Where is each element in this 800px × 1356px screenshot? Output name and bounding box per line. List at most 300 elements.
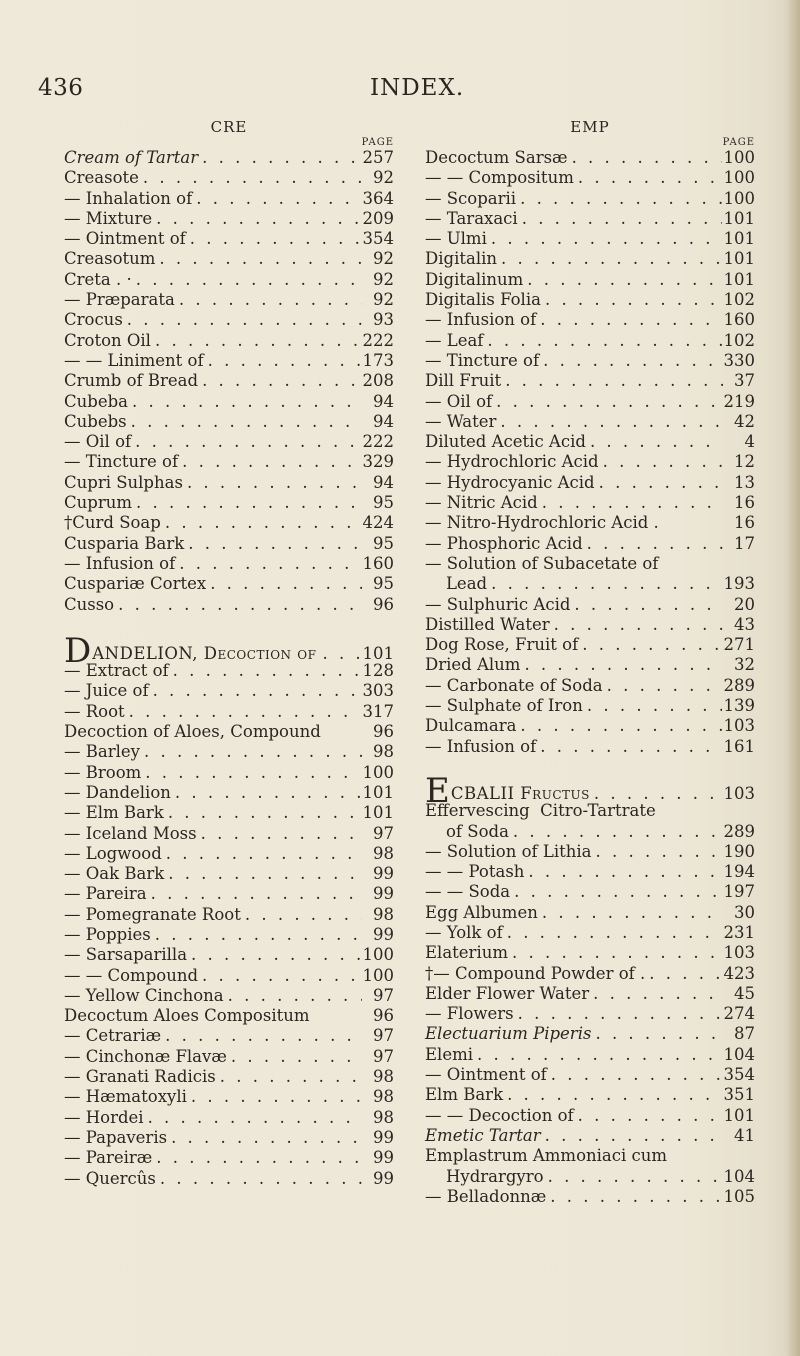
leader-dots: [156, 1169, 362, 1189]
index-entry: [64, 168, 394, 188]
entry-term: — Pomegranate Root: [64, 904, 241, 924]
entry-term: — Water: [425, 411, 497, 431]
entry-term: — Ointment of: [64, 229, 186, 249]
entry-term: Lead: [425, 574, 488, 594]
entry-term: — Hordei: [64, 1107, 144, 1127]
entry-page: 104: [723, 1044, 755, 1064]
entry-term: Creasotum: [64, 249, 156, 269]
leader-dots: [187, 1087, 362, 1107]
entry-page: 93: [373, 310, 394, 330]
index-entry: [425, 452, 755, 472]
entry-page: 103: [723, 783, 755, 803]
index-entry: [425, 635, 755, 655]
index-entry: [64, 864, 394, 884]
leader-dots: [216, 1067, 362, 1087]
leader-dots: [520, 655, 723, 675]
index-entry: [425, 392, 755, 412]
entry-term: Digitalin: [425, 249, 497, 269]
entry-page: 97: [373, 985, 394, 1005]
entry-term: Crocus: [64, 310, 123, 330]
index-entry: [425, 737, 755, 757]
leader-dots: [155, 249, 362, 269]
entry-page: 103: [723, 943, 755, 963]
section-gap: [64, 615, 394, 641]
leader-dots: [546, 1187, 721, 1207]
entry-term: of Soda: [425, 821, 509, 841]
section-gap: [425, 757, 755, 781]
leader-dots: [508, 943, 722, 963]
entry-term: — Oil of: [425, 391, 493, 411]
index-entry: [64, 452, 394, 472]
entry-term: Cubeba: [64, 391, 128, 411]
leader-dots: [187, 945, 360, 965]
entry-term: Cream of Tartar: [64, 148, 199, 167]
entry-term: — Yellow Cinchona: [64, 985, 224, 1005]
index-entry: [64, 986, 394, 1006]
index-entry: [425, 493, 755, 513]
index-entry: [64, 1128, 394, 1148]
entry-term: — Hydrocyanic Acid: [425, 472, 595, 492]
entry-term: — Ointment of: [425, 1065, 547, 1085]
entry-term: Elaterium: [425, 943, 508, 963]
leader-dots: [127, 412, 362, 432]
index-entry: [425, 1065, 755, 1085]
entry-page: 87: [734, 1024, 755, 1044]
entry-page: 103: [723, 716, 755, 736]
index-entry: [64, 824, 394, 844]
index-entry: [425, 1004, 755, 1024]
entry-page: 95: [373, 533, 394, 553]
entry-page: 100: [723, 188, 755, 208]
entry-page: 209: [362, 208, 394, 228]
entry-page: 102: [723, 330, 755, 350]
leader-dots: [568, 148, 722, 168]
entry-page: 271: [723, 635, 755, 655]
entry-page: 160: [723, 310, 755, 330]
entry-term: — Oak Bark: [64, 864, 165, 884]
leader-dots: [570, 595, 723, 615]
index-entry: [64, 722, 394, 742]
leader-dots: [541, 290, 722, 310]
index-entry: [64, 473, 394, 493]
entry-term: — Scoparii: [425, 188, 517, 208]
entry-page: 289: [723, 821, 755, 841]
index-entry: [64, 1108, 394, 1128]
leader-dots: [204, 351, 361, 371]
entry-page: 20: [734, 594, 755, 614]
entry-term: — Præparata: [64, 290, 175, 310]
entry-page: 102: [723, 290, 755, 310]
index-entry: [425, 1187, 755, 1207]
entry-term: — Broom: [64, 762, 142, 782]
leader-dots: [224, 986, 362, 1006]
index-entry: [425, 290, 755, 310]
entry-page: 98: [373, 904, 394, 924]
index-entry: [425, 822, 755, 842]
entry-page: 30: [734, 902, 755, 922]
entry-page: 222: [362, 330, 394, 350]
leader-dots: [518, 209, 722, 229]
entry-term: Cuprum: [64, 493, 132, 513]
entry-term: Hydrargyro: [425, 1166, 544, 1186]
entry-page: 13: [734, 472, 755, 492]
leader-dots: [152, 1148, 362, 1168]
entry-term: Egg Albumen: [425, 902, 538, 922]
entry-page: 98: [373, 1107, 394, 1127]
entry-term: Dog Rose, Fruit of: [425, 635, 579, 655]
entry-term: — Pareira: [64, 884, 147, 904]
entry-page: 197: [723, 882, 755, 902]
entry-page: 100: [362, 945, 394, 965]
index-entry: [64, 148, 394, 168]
leader-dots: [171, 783, 361, 803]
running-header: INDEX.: [370, 75, 465, 101]
index-entry: [425, 473, 755, 493]
index-entry: [64, 351, 394, 371]
leader-dots: [509, 822, 722, 842]
index-entry: [64, 595, 394, 615]
entry-page: 98: [373, 742, 394, 762]
leader-dots: [192, 189, 360, 209]
drop-capital-d: D: [64, 630, 92, 671]
entry-term: — Elm Bark: [64, 803, 164, 823]
leader-dots: [198, 148, 360, 168]
leader-dots: [523, 270, 721, 290]
entry-page: 16: [734, 493, 755, 513]
leader-dots: [128, 392, 362, 412]
index-entry: [425, 371, 755, 391]
index-entry: [425, 412, 755, 432]
entry-page: 100: [723, 168, 755, 188]
entry-page: 97: [373, 1026, 394, 1046]
entry-page: 424: [362, 513, 394, 533]
entry-term: — Hæmatoxyli: [64, 1087, 187, 1107]
index-entry: [64, 661, 394, 681]
left-entries-d: [64, 661, 394, 1189]
entry-term: — Quercûs: [64, 1168, 156, 1188]
entry-page: 351: [723, 1085, 755, 1105]
entry-term: — Belladonnæ: [425, 1186, 547, 1206]
index-entry: [425, 351, 755, 371]
index-entry: [64, 1148, 394, 1168]
leader-dots: [139, 168, 362, 188]
index-entry: [64, 310, 394, 330]
entry-term: — Flowers: [425, 1004, 514, 1024]
index-entry: [425, 209, 755, 229]
index-entry: [425, 984, 755, 1004]
index-entry: [425, 1126, 755, 1146]
index-entry: [425, 574, 755, 594]
entry-term: Elemi: [425, 1044, 474, 1064]
leader-dots: [487, 574, 721, 594]
entry-term: — Carbonate of Soda: [425, 675, 603, 695]
index-entry: [425, 1085, 755, 1105]
entry-page: 37: [734, 371, 755, 391]
entry-term: — Mixture: [64, 208, 153, 228]
entry-term: †— Compound Powder of .: [425, 963, 646, 983]
entry-term: — Juice of: [64, 681, 149, 701]
entry-term: — Cinchonæ Flavæ: [64, 1046, 227, 1066]
entry-page: 160: [362, 553, 394, 573]
entry-page: 92: [373, 249, 394, 269]
leader-dots: [599, 452, 723, 472]
index-entry: [64, 1087, 394, 1107]
index-entry: [64, 229, 394, 249]
leader-dots: [164, 803, 361, 823]
index-entry: [64, 249, 394, 269]
entry-page: 92: [373, 290, 394, 310]
entry-term: — Sarsaparilla: [64, 945, 188, 965]
entry-term: — Leaf: [425, 330, 484, 350]
entry-term: — Tincture of: [64, 452, 179, 472]
entry-page: 101: [723, 249, 755, 269]
entry-page: 42: [734, 411, 755, 431]
index-entry: [64, 763, 394, 783]
entry-term: Elm Bark: [425, 1085, 504, 1105]
entry-term: Decoctum Sarsæ: [425, 148, 568, 167]
entry-page: 94: [373, 411, 394, 431]
index-entry: [425, 1045, 755, 1065]
entry-term: ANDELION, Decoction of: [92, 643, 317, 663]
entry-term: Dried Alum: [425, 655, 521, 675]
leader-dots: [544, 1167, 722, 1187]
index-entry: [425, 676, 755, 696]
entry-term: — Iceland Moss: [64, 823, 197, 843]
entry-page: 100: [723, 148, 755, 167]
entry-page: 139: [723, 696, 755, 716]
index-entry: [64, 803, 394, 823]
leader-dots: [503, 923, 722, 943]
index-entry: [64, 331, 394, 351]
index-entry: [64, 925, 394, 945]
entry-term: Emetic Tartar: [425, 1125, 541, 1145]
index-entry: [64, 1006, 394, 1026]
entry-page: 257: [362, 148, 394, 167]
leader-dots: [178, 452, 360, 472]
left-page-label: PAGE: [361, 137, 394, 148]
entry-term: — Sulphuric Acid: [425, 594, 571, 614]
index-entry: [64, 1026, 394, 1046]
entry-page: 96: [373, 594, 394, 614]
index-entry: [64, 189, 394, 209]
entry-term: CBALII Fructus: [450, 783, 590, 803]
entry-term: — Solution of Lithia: [425, 841, 592, 861]
leader-dots: [227, 1047, 362, 1067]
entry-page: 99: [373, 864, 394, 884]
right-entries-e: [425, 801, 755, 1207]
entry-page: 99: [373, 1148, 394, 1168]
page-edge-shadow: [786, 0, 800, 1356]
index-entry: [425, 862, 755, 882]
index-entry: [425, 168, 755, 188]
index-entry: [425, 882, 755, 902]
leader-dots: [184, 534, 362, 554]
entry-page: 274: [723, 1004, 755, 1024]
entry-page: 101: [723, 1105, 755, 1125]
entry-term: — Cetrariæ: [64, 1026, 162, 1046]
index-entry: [425, 655, 755, 675]
entry-page: 96: [373, 722, 394, 742]
index-entry: [64, 412, 394, 432]
leader-dots: [538, 903, 723, 923]
leader-dots: [591, 1024, 723, 1044]
index-entry: [64, 1067, 394, 1087]
right-entries-d: [425, 148, 755, 757]
index-entry: [425, 696, 755, 716]
entry-page: 317: [362, 701, 394, 721]
entry-term: — Infusion of: [64, 553, 176, 573]
entry-page: 94: [373, 472, 394, 492]
index-entry: [64, 432, 394, 452]
leader-dots: [144, 1108, 362, 1128]
index-entry: [425, 513, 755, 533]
index-entry: [64, 534, 394, 554]
leader-dots: [114, 595, 362, 615]
leader-dots: [162, 844, 362, 864]
index-entry: [425, 1167, 755, 1187]
entry-term: Decoction of Aloes, Compound: [64, 722, 321, 742]
right-page-label: PAGE: [722, 137, 755, 148]
index-entry: [425, 189, 755, 209]
entry-page: 289: [723, 675, 755, 695]
entry-page: 190: [723, 841, 755, 861]
index-entry: [64, 945, 394, 965]
entry-term: — Papaveris: [64, 1127, 168, 1147]
leader-dots: [603, 676, 722, 696]
entry-page: 94: [373, 391, 394, 411]
leader-dots: [524, 862, 721, 882]
leader-dots: [536, 310, 721, 330]
leader-dots: [140, 742, 362, 762]
entry-term: — Dandelion: [64, 782, 171, 802]
left-column-heading: CRE: [210, 118, 248, 136]
leader-dots: [167, 1128, 362, 1148]
index-entry: [64, 1047, 394, 1067]
index-entry: [425, 534, 755, 554]
index-entry: [64, 966, 394, 986]
leader-dots: [197, 824, 362, 844]
entry-term: Cusparia Bark: [64, 533, 185, 553]
index-entry: [64, 554, 394, 574]
leader-dots: [198, 966, 360, 986]
index-entry: [64, 290, 394, 310]
leader-dots: [487, 229, 722, 249]
index-entry: [425, 716, 755, 736]
leader-dots: [514, 1004, 722, 1024]
entry-page: 105: [723, 1186, 755, 1206]
entry-page: 208: [362, 371, 394, 391]
entry-term: Cuspariæ Cortex: [64, 574, 207, 594]
index-entry: [425, 270, 755, 290]
leader-dots: [152, 209, 360, 229]
entry-term: — Inhalation of: [64, 188, 193, 208]
entry-term: Elder Flower Water: [425, 983, 590, 1003]
entry-term: — Nitro-Hydrochloric Acid .: [425, 513, 659, 533]
index-entry: [425, 310, 755, 330]
entry-term: Crumb of Bread: [64, 371, 199, 391]
entry-page: 222: [362, 432, 394, 452]
entry-term: Creta . ·: [64, 269, 132, 289]
entry-page: 100: [362, 965, 394, 985]
entry-term: Digitalis Folia: [425, 290, 541, 310]
leader-dots: [497, 249, 722, 269]
index-entry: [425, 148, 755, 168]
right-column: [425, 117, 755, 1207]
entry-page: 99: [373, 924, 394, 944]
right-column-heading: EMP: [570, 118, 610, 136]
entry-term: — Solution of Subacetate of: [425, 553, 659, 573]
leader-dots: [151, 925, 362, 945]
left-column: [64, 117, 394, 1189]
leader-dots: [578, 635, 721, 655]
leader-dots: [574, 1106, 722, 1126]
index-entry: [425, 1024, 755, 1044]
entry-page: 95: [373, 574, 394, 594]
entry-page: 41: [734, 1125, 755, 1145]
index-entry: [425, 923, 755, 943]
leader-dots: [536, 737, 721, 757]
index-entry: [64, 270, 394, 290]
entry-term: Emplastrum Ammoniaci cum: [425, 1146, 668, 1166]
leader-dots: [595, 473, 723, 493]
entry-page: 193: [723, 574, 755, 594]
leader-dots: [186, 229, 361, 249]
leader-dots: [473, 1045, 721, 1065]
leader-dots: [161, 1026, 362, 1046]
leader-dots: [538, 493, 723, 513]
leader-dots: [510, 882, 721, 902]
entry-page: 101: [362, 782, 394, 802]
left-entries-c: [64, 148, 394, 615]
entry-term: — Taraxaci: [425, 208, 518, 228]
index-entry: [64, 209, 394, 229]
entry-term: — Phosphoric Acid: [425, 533, 583, 553]
entry-page: 330: [723, 350, 755, 370]
entry-term: Distilled Water: [425, 614, 550, 634]
entry-term: Diluted Acetic Acid: [425, 432, 586, 452]
entry-page: 43: [734, 614, 755, 634]
leader-dots: [141, 763, 360, 783]
entry-term: — — Liniment of: [64, 350, 204, 370]
entry-page: 161: [723, 736, 755, 756]
index-entry: [425, 801, 755, 821]
entry-page: 128: [362, 661, 394, 681]
leader-dots: [123, 310, 362, 330]
leader-dots: [151, 331, 361, 351]
entry-term: — Nitric Acid: [425, 493, 538, 513]
leader-dots: [539, 351, 721, 371]
entry-page: 100: [362, 762, 394, 782]
index-entry: [64, 783, 394, 803]
leader-dots: [547, 1065, 722, 1085]
entry-term: — Ulmi: [425, 229, 487, 249]
index-entry: [64, 371, 394, 391]
leader-dots: [175, 290, 362, 310]
entry-page: 303: [362, 681, 394, 701]
index-entry: [425, 595, 755, 615]
entry-page: 16: [734, 513, 755, 533]
entry-term: Electuarium Piperis: [425, 1024, 592, 1044]
entry-term: — Logwood: [64, 843, 162, 863]
index-entry: [425, 1106, 755, 1126]
index-entry: [64, 702, 394, 722]
entry-term: Croton Oil: [64, 330, 151, 350]
leader-dots: [198, 371, 360, 391]
entry-term: †Curd Soap: [64, 513, 161, 533]
entry-page: 101: [723, 208, 755, 228]
entry-page: 329: [362, 452, 394, 472]
leader-dots: [483, 331, 721, 351]
